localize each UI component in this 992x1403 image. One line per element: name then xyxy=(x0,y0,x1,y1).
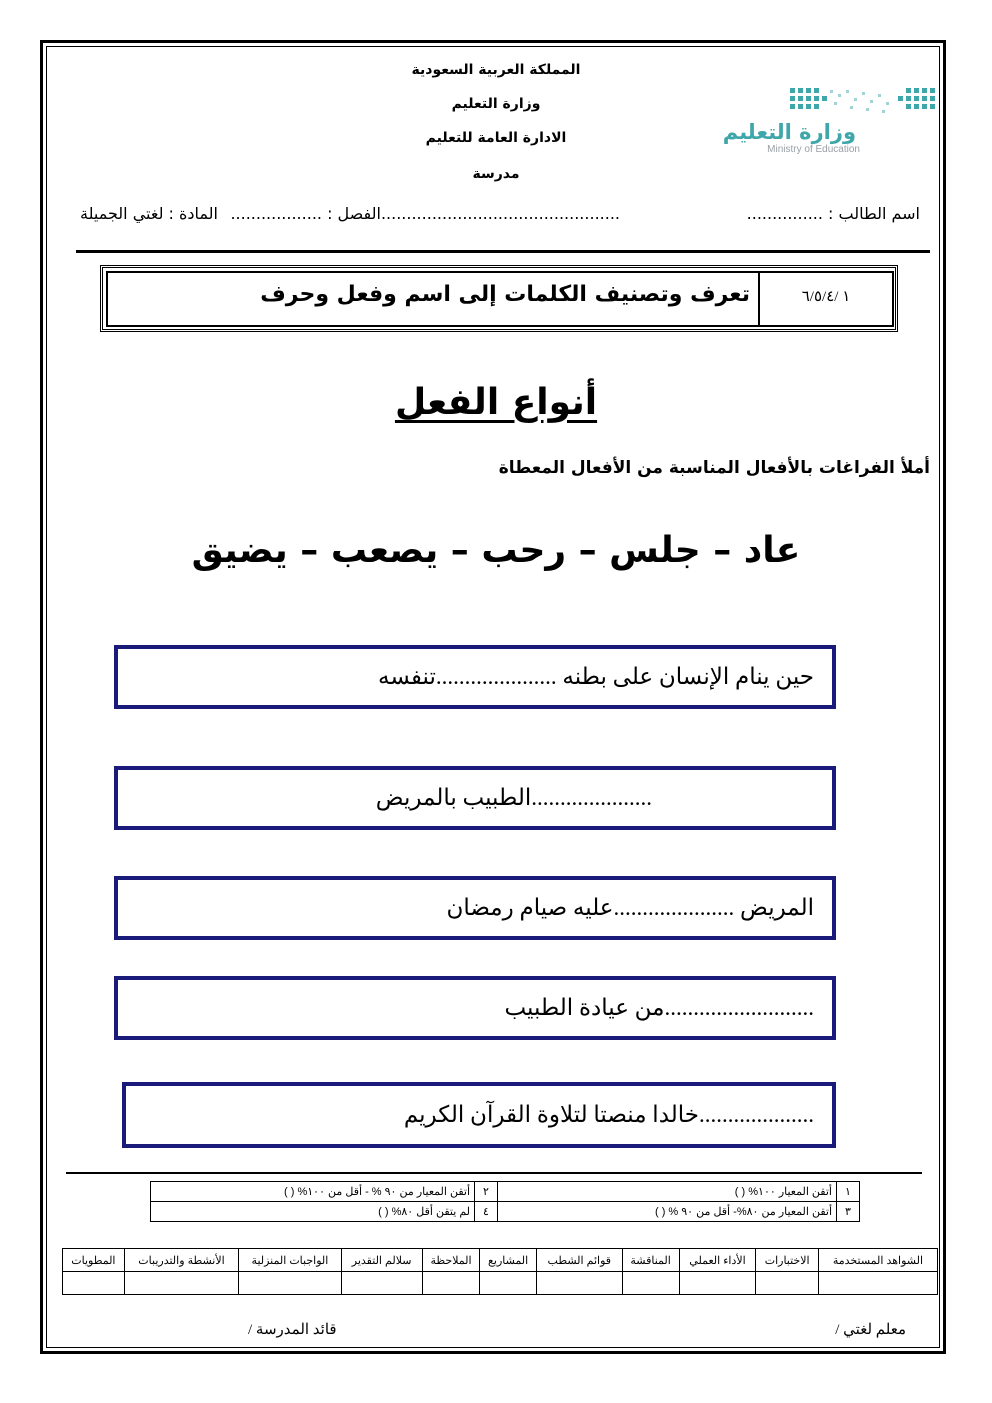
evidence-header: سلالم التقدير xyxy=(341,1249,422,1272)
school-title: مدرسة xyxy=(472,166,520,182)
evidence-header-row xyxy=(63,1249,938,1272)
evidence-header: المطويات xyxy=(63,1249,125,1272)
teacher-signature: معلم لغتي / xyxy=(835,1322,906,1338)
instruction-text: أملأ الفراغات بالأفعال المناسبة من الأفعال المعطاة xyxy=(498,458,930,478)
evidence-cell[interactable] xyxy=(124,1272,238,1295)
evidence-cell[interactable] xyxy=(63,1272,125,1295)
directorate-title: الادارة العامة للتعليم xyxy=(425,130,567,146)
criteria-num: ٢ xyxy=(475,1182,498,1202)
evidence-header: الواجبات المنزلية xyxy=(239,1249,341,1272)
student-info-row xyxy=(80,204,920,232)
footer-divider xyxy=(66,1172,922,1174)
objective-code: ١ /٦/٥/٤ xyxy=(801,289,851,305)
question-box-5[interactable] xyxy=(122,1082,836,1148)
evidence-cell[interactable] xyxy=(239,1272,341,1295)
header-divider xyxy=(76,250,930,253)
class-field[interactable]: ...............................................الفصل : .................. xyxy=(230,204,620,223)
criteria-num: ٤ xyxy=(475,1202,498,1222)
criteria-row xyxy=(151,1182,860,1202)
question-text-1: حين ينام الإنسان على بطنه .....................تنفسه xyxy=(378,664,814,689)
question-box-4[interactable] xyxy=(114,976,836,1040)
logo-dots-icon xyxy=(786,86,936,120)
evidence-header: الاختبارات xyxy=(756,1249,818,1272)
evidence-cell[interactable] xyxy=(622,1272,679,1295)
evidence-cell[interactable] xyxy=(422,1272,480,1295)
criteria-table xyxy=(150,1181,860,1222)
evidence-header: الأداء العملي xyxy=(679,1249,756,1272)
page-title-text: أنواع الفعل xyxy=(394,382,598,423)
evidence-cell[interactable] xyxy=(818,1272,937,1295)
evidence-header: المناقشة xyxy=(622,1249,679,1272)
evidence-header: الأنشطة والتدريبات xyxy=(124,1249,238,1272)
evidence-cell[interactable] xyxy=(480,1272,537,1295)
subject-field: المادة : لغتي الجميلة xyxy=(80,204,218,223)
question-text-3: المريض .....................عليه صيام رمضان xyxy=(446,895,814,920)
criteria-cell[interactable]: أتقن المعيار ١٠٠% ( ) xyxy=(498,1182,837,1202)
kingdom-title: المملكة العربية السعودية xyxy=(411,62,581,78)
objective-text: تعرف وتصنيف الكلمات إلى اسم وفعل وحرف xyxy=(260,282,750,307)
student-name-field[interactable]: اسم الطالب : ............... xyxy=(746,204,920,223)
question-text-2: .....................الطبيب بالمريض xyxy=(375,785,652,810)
evidence-header: قوائم الشطب xyxy=(536,1249,622,1272)
evidence-header: المشاريع xyxy=(480,1249,537,1272)
criteria-num: ٣ xyxy=(837,1202,860,1222)
evidence-cell[interactable] xyxy=(756,1272,818,1295)
question-box-3[interactable] xyxy=(114,876,836,940)
question-text-5: ....................خالدا منصتا لتلاوة القرآن الكريم xyxy=(403,1102,814,1127)
evidence-cell[interactable] xyxy=(341,1272,422,1295)
objective-divider xyxy=(758,271,760,327)
evidence-header: الملاحظة xyxy=(422,1249,480,1272)
evidence-header: الشواهد المستخدمة xyxy=(818,1249,937,1272)
criteria-num: ١ xyxy=(837,1182,860,1202)
evidence-table xyxy=(62,1248,938,1295)
question-box-2[interactable] xyxy=(114,766,836,830)
criteria-row xyxy=(151,1202,860,1222)
criteria-cell[interactable]: أتقن المعيار من ٨٠%- أقل من ٩٠ % ( ) xyxy=(498,1202,837,1222)
question-box-1[interactable] xyxy=(114,645,836,709)
evidence-blank-row xyxy=(63,1272,938,1295)
logo-arabic-text: وزارة التعليم xyxy=(722,120,856,144)
question-text-4: ..........................من عيادة الطبيب xyxy=(504,995,814,1020)
page-title xyxy=(300,382,692,423)
ministry-title: وزارة التعليم xyxy=(451,96,541,112)
criteria-cell[interactable]: لم يتقن أقل ٨٠% ( ) xyxy=(151,1202,475,1222)
principal-signature: قائد المدرسة / xyxy=(248,1322,337,1338)
evidence-cell[interactable] xyxy=(536,1272,622,1295)
word-bank: عاد – جلس – رحب – يصعب – يضيق xyxy=(191,530,801,571)
criteria-cell[interactable]: أتقن المعيار من ٩٠ % - أقل من ١٠٠% ( ) xyxy=(151,1182,475,1202)
logo-english-text: Ministry of Education xyxy=(767,144,860,155)
ministry-logo xyxy=(712,82,938,162)
evidence-cell[interactable] xyxy=(679,1272,756,1295)
